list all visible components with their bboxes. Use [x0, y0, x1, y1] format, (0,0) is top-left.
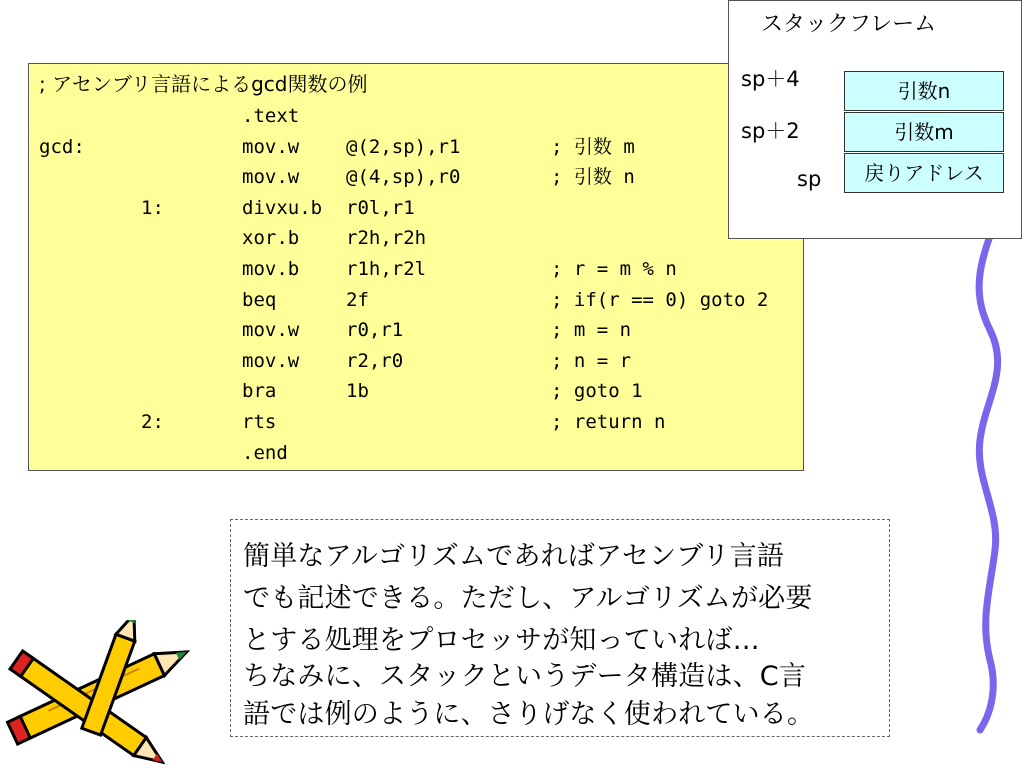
- note-line: でも記述できる。ただし、アルゴリズムが必要: [243, 583, 813, 614]
- code-label: 2:: [141, 411, 164, 433]
- code-comment: ; 引数 n: [551, 166, 635, 189]
- code-line: [29, 407, 803, 437]
- note-line: 簡単なアルゴリズムであればアセンブリ言語: [243, 541, 785, 572]
- code-operand: 1b: [346, 380, 369, 403]
- code-opcode: bra: [242, 380, 277, 403]
- code-comment: ; r = m % n: [551, 258, 677, 280]
- code-opcode: mov.w: [242, 135, 300, 158]
- code-operand: 2f: [346, 288, 369, 311]
- stack-frame-title: スタックフレーム: [761, 12, 937, 37]
- code-operand: r2,r0: [346, 349, 404, 372]
- code-line: [29, 162, 803, 192]
- code-line: [29, 346, 803, 376]
- code-operand: r2h,r2h: [346, 227, 427, 250]
- stack-cell-arg-m: 引数m: [844, 112, 1004, 152]
- stack-cell-return-address: 戻りアドレス: [844, 153, 1004, 193]
- code-comment: ; n = r: [551, 349, 632, 372]
- stack-label-sp: sp: [797, 167, 822, 191]
- note-line: 語では例のように、さりげなく使われている。: [243, 699, 815, 730]
- code-label: gcd:: [39, 135, 85, 158]
- code-line: [29, 376, 803, 406]
- pencils-clipart: [0, 620, 210, 765]
- code-line: [29, 223, 803, 253]
- code-opcode: mov.w: [242, 319, 300, 342]
- code-opcode: rts: [242, 411, 277, 433]
- code-operand: @(4,sp),r0: [346, 166, 461, 189]
- code-opcode: mov.w: [242, 349, 300, 372]
- code-comment: ; goto 1: [551, 380, 643, 403]
- stack-cell-arg-n: 引数n: [844, 71, 1004, 111]
- code-opcode: xor.b: [242, 227, 300, 250]
- code-line: [29, 285, 803, 315]
- code-opcode: divxu.b: [242, 196, 323, 219]
- assembly-code-box: [28, 63, 804, 471]
- code-opcode: beq: [242, 288, 277, 311]
- code-operand: r0,r1: [346, 319, 404, 342]
- code-line: [29, 193, 803, 223]
- note-line: ちなみに、スタックというデータ構造は、C言: [243, 661, 807, 692]
- code-line: [29, 132, 803, 162]
- explanation-note: [230, 519, 890, 737]
- code-line: [29, 254, 803, 284]
- stack-label-sp4: sp＋4: [741, 67, 800, 91]
- code-opcode: .text: [242, 105, 300, 127]
- code-operand: @(2,sp),r1: [346, 135, 461, 158]
- code-comment: ; return n: [551, 411, 666, 433]
- stack-frame-panel: [728, 0, 1022, 239]
- code-operand: r1h,r2l: [346, 258, 427, 280]
- code-line: [29, 315, 803, 345]
- note-line: とする処理をプロセッサが知っていれば…: [243, 625, 760, 656]
- code-opcode: mov.b: [242, 258, 300, 280]
- code-title: ; アセンブリ言語によるgcd関数の例: [39, 72, 368, 96]
- code-label: 1:: [141, 196, 164, 219]
- stack-label-sp2: sp＋2: [741, 119, 800, 143]
- code-operand: r0l,r1: [346, 196, 415, 219]
- code-comment: ; m = n: [551, 319, 632, 342]
- code-opcode: mov.w: [242, 166, 300, 189]
- code-line: [29, 438, 803, 468]
- code-line: [29, 101, 803, 131]
- code-opcode: .end: [242, 441, 288, 464]
- code-comment: ; if(r == 0) goto 2: [551, 288, 769, 311]
- wavy-line-decoration: [960, 200, 1020, 740]
- code-comment: ; 引数 m: [551, 135, 635, 158]
